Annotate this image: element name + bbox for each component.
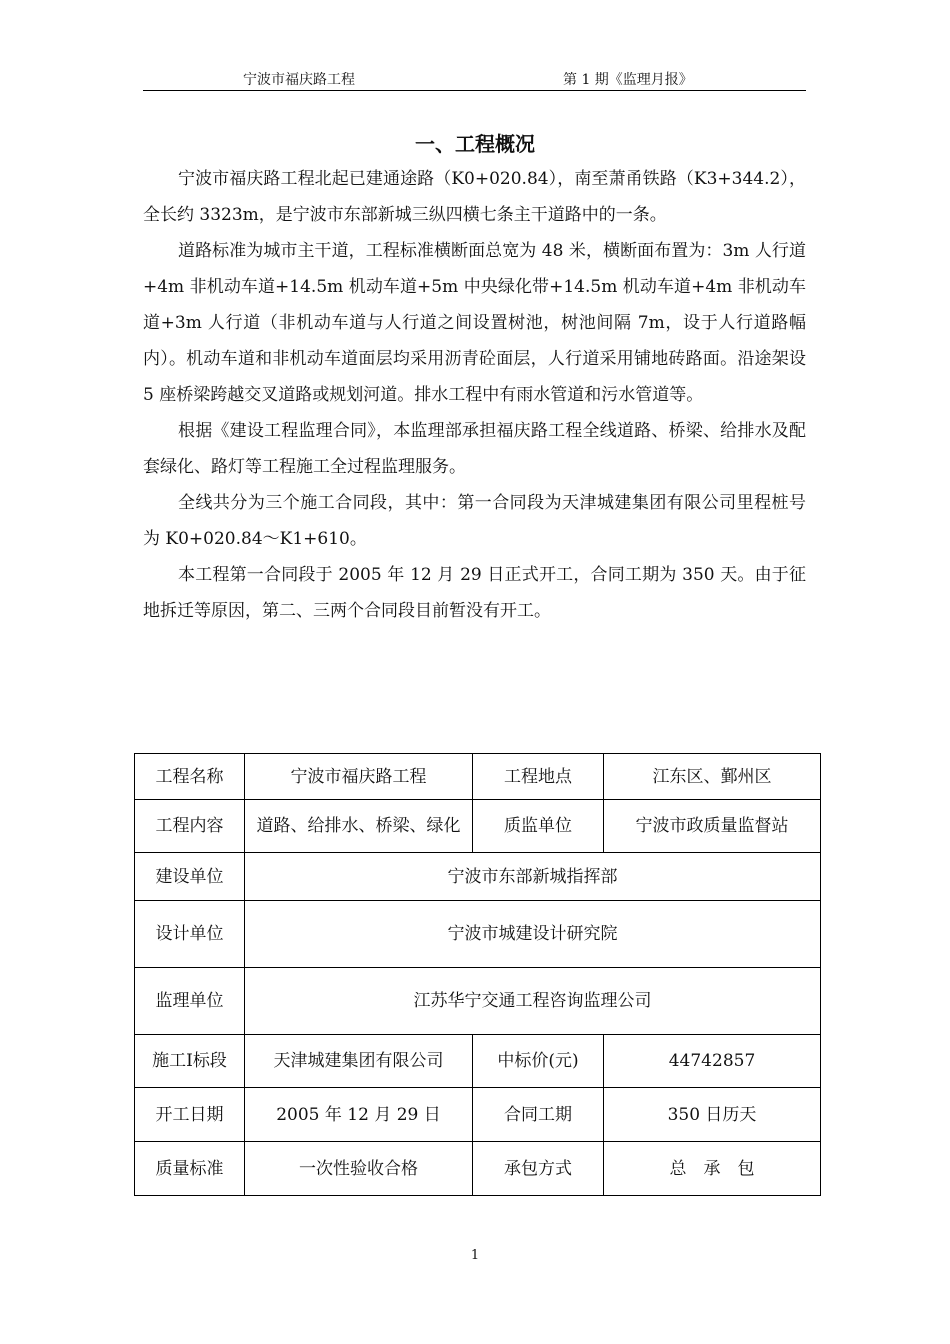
table-row <box>135 901 821 968</box>
paragraph-location: 宁波市福庆路工程北起已建通途路（K0+020.84），南至萧甬铁路（K3+344.2），全长约 3323m，是宁波市东部新城三纵四横七条主干道路中的一条。 <box>143 169 806 225</box>
header-project-name: 宁波市福庆路工程 <box>243 72 355 88</box>
cell-label: 建设单位 <box>135 853 245 901</box>
table-row <box>135 1142 821 1196</box>
table-row <box>135 968 821 1035</box>
page-header <box>143 66 806 91</box>
cell-quality-supervisor: 宁波市政质量监督站 <box>604 800 821 853</box>
table-row <box>135 1088 821 1142</box>
table-row <box>135 853 821 901</box>
cell-label: 合同工期 <box>473 1088 604 1142</box>
paragraph-sections: 全线共分为三个施工合同段，其中：第一合同段为天津城建集团有限公司里程桩号为 K0+020.84～K1+610。 <box>143 493 806 549</box>
cell-location: 江东区、鄞州区 <box>604 754 821 800</box>
cell-content: 道路、给排水、桥梁、绿化 <box>245 800 473 853</box>
cell-duration: 350 日历天 <box>604 1088 821 1142</box>
header-report-period: 第 1 期《监理月报》 <box>563 72 693 88</box>
cell-label: 监理单位 <box>135 968 245 1035</box>
section-title: 一、工程概况 <box>415 132 535 156</box>
paragraph-contract: 根据《建设工程监理合同》，本监理部承担福庆路工程全线道路、桥梁、给排水及配套绿化、路灯等工程施工全过程监理服务。 <box>143 421 806 477</box>
project-info-table <box>134 753 821 1196</box>
overview-text <box>143 161 806 629</box>
paragraph-road-standard: 道路标准为城市主干道，工程标准横断面总宽为 48 米，横断面布置为：3m 人行道+4m 非机动车道+14.5m 机动车道+5m 中央绿化带+14.5m 机动车道+4m 非机动车道+3m 人行道（非机动车道与人行道之间设置树池，树池间隔 7m，设于人行道路幅内）。机动车道和非机动车道面层均采用沥青砼面层，人行道采用铺地砖路面。沿途架设 5 座桥梁跨越交叉道路或规划河道。排水工程中有雨水管道和污水管道等。 <box>143 241 806 405</box>
table-row <box>135 800 821 853</box>
cell-label: 质量标准 <box>135 1142 245 1196</box>
table-row <box>135 754 821 800</box>
cell-label: 设计单位 <box>135 901 245 968</box>
cell-quality-standard: 一次性验收合格 <box>245 1142 473 1196</box>
page-number: 1 <box>470 1248 480 1263</box>
cell-label: 承包方式 <box>473 1142 604 1196</box>
cell-project-name: 宁波市福庆路工程 <box>245 754 473 800</box>
cell-owner: 宁波市东部新城指挥部 <box>245 853 821 901</box>
cell-label: 工程内容 <box>135 800 245 853</box>
table-row <box>135 1035 821 1088</box>
cell-label: 质监单位 <box>473 800 604 853</box>
cell-contract-mode: 总 承 包 <box>604 1142 821 1196</box>
cell-contractor: 天津城建集团有限公司 <box>245 1035 473 1088</box>
cell-designer: 宁波市城建设计研究院 <box>245 901 821 968</box>
cell-bid-price: 44742857 <box>604 1035 821 1088</box>
cell-label: 开工日期 <box>135 1088 245 1142</box>
cell-label: 中标价(元) <box>473 1035 604 1088</box>
cell-supervisor: 江苏华宁交通工程咨询监理公司 <box>245 968 821 1035</box>
cell-label: 工程地点 <box>473 754 604 800</box>
cell-label: 工程名称 <box>135 754 245 800</box>
cell-label: 施工Ⅰ标段 <box>135 1035 245 1088</box>
paragraph-schedule: 本工程第一合同段于 2005 年 12 月 29 日正式开工，合同工期为 350 天。由于征地拆迁等原因，第二、三两个合同段目前暂没有开工。 <box>143 565 806 621</box>
cell-start-date: 2005 年 12 月 29 日 <box>245 1088 473 1142</box>
